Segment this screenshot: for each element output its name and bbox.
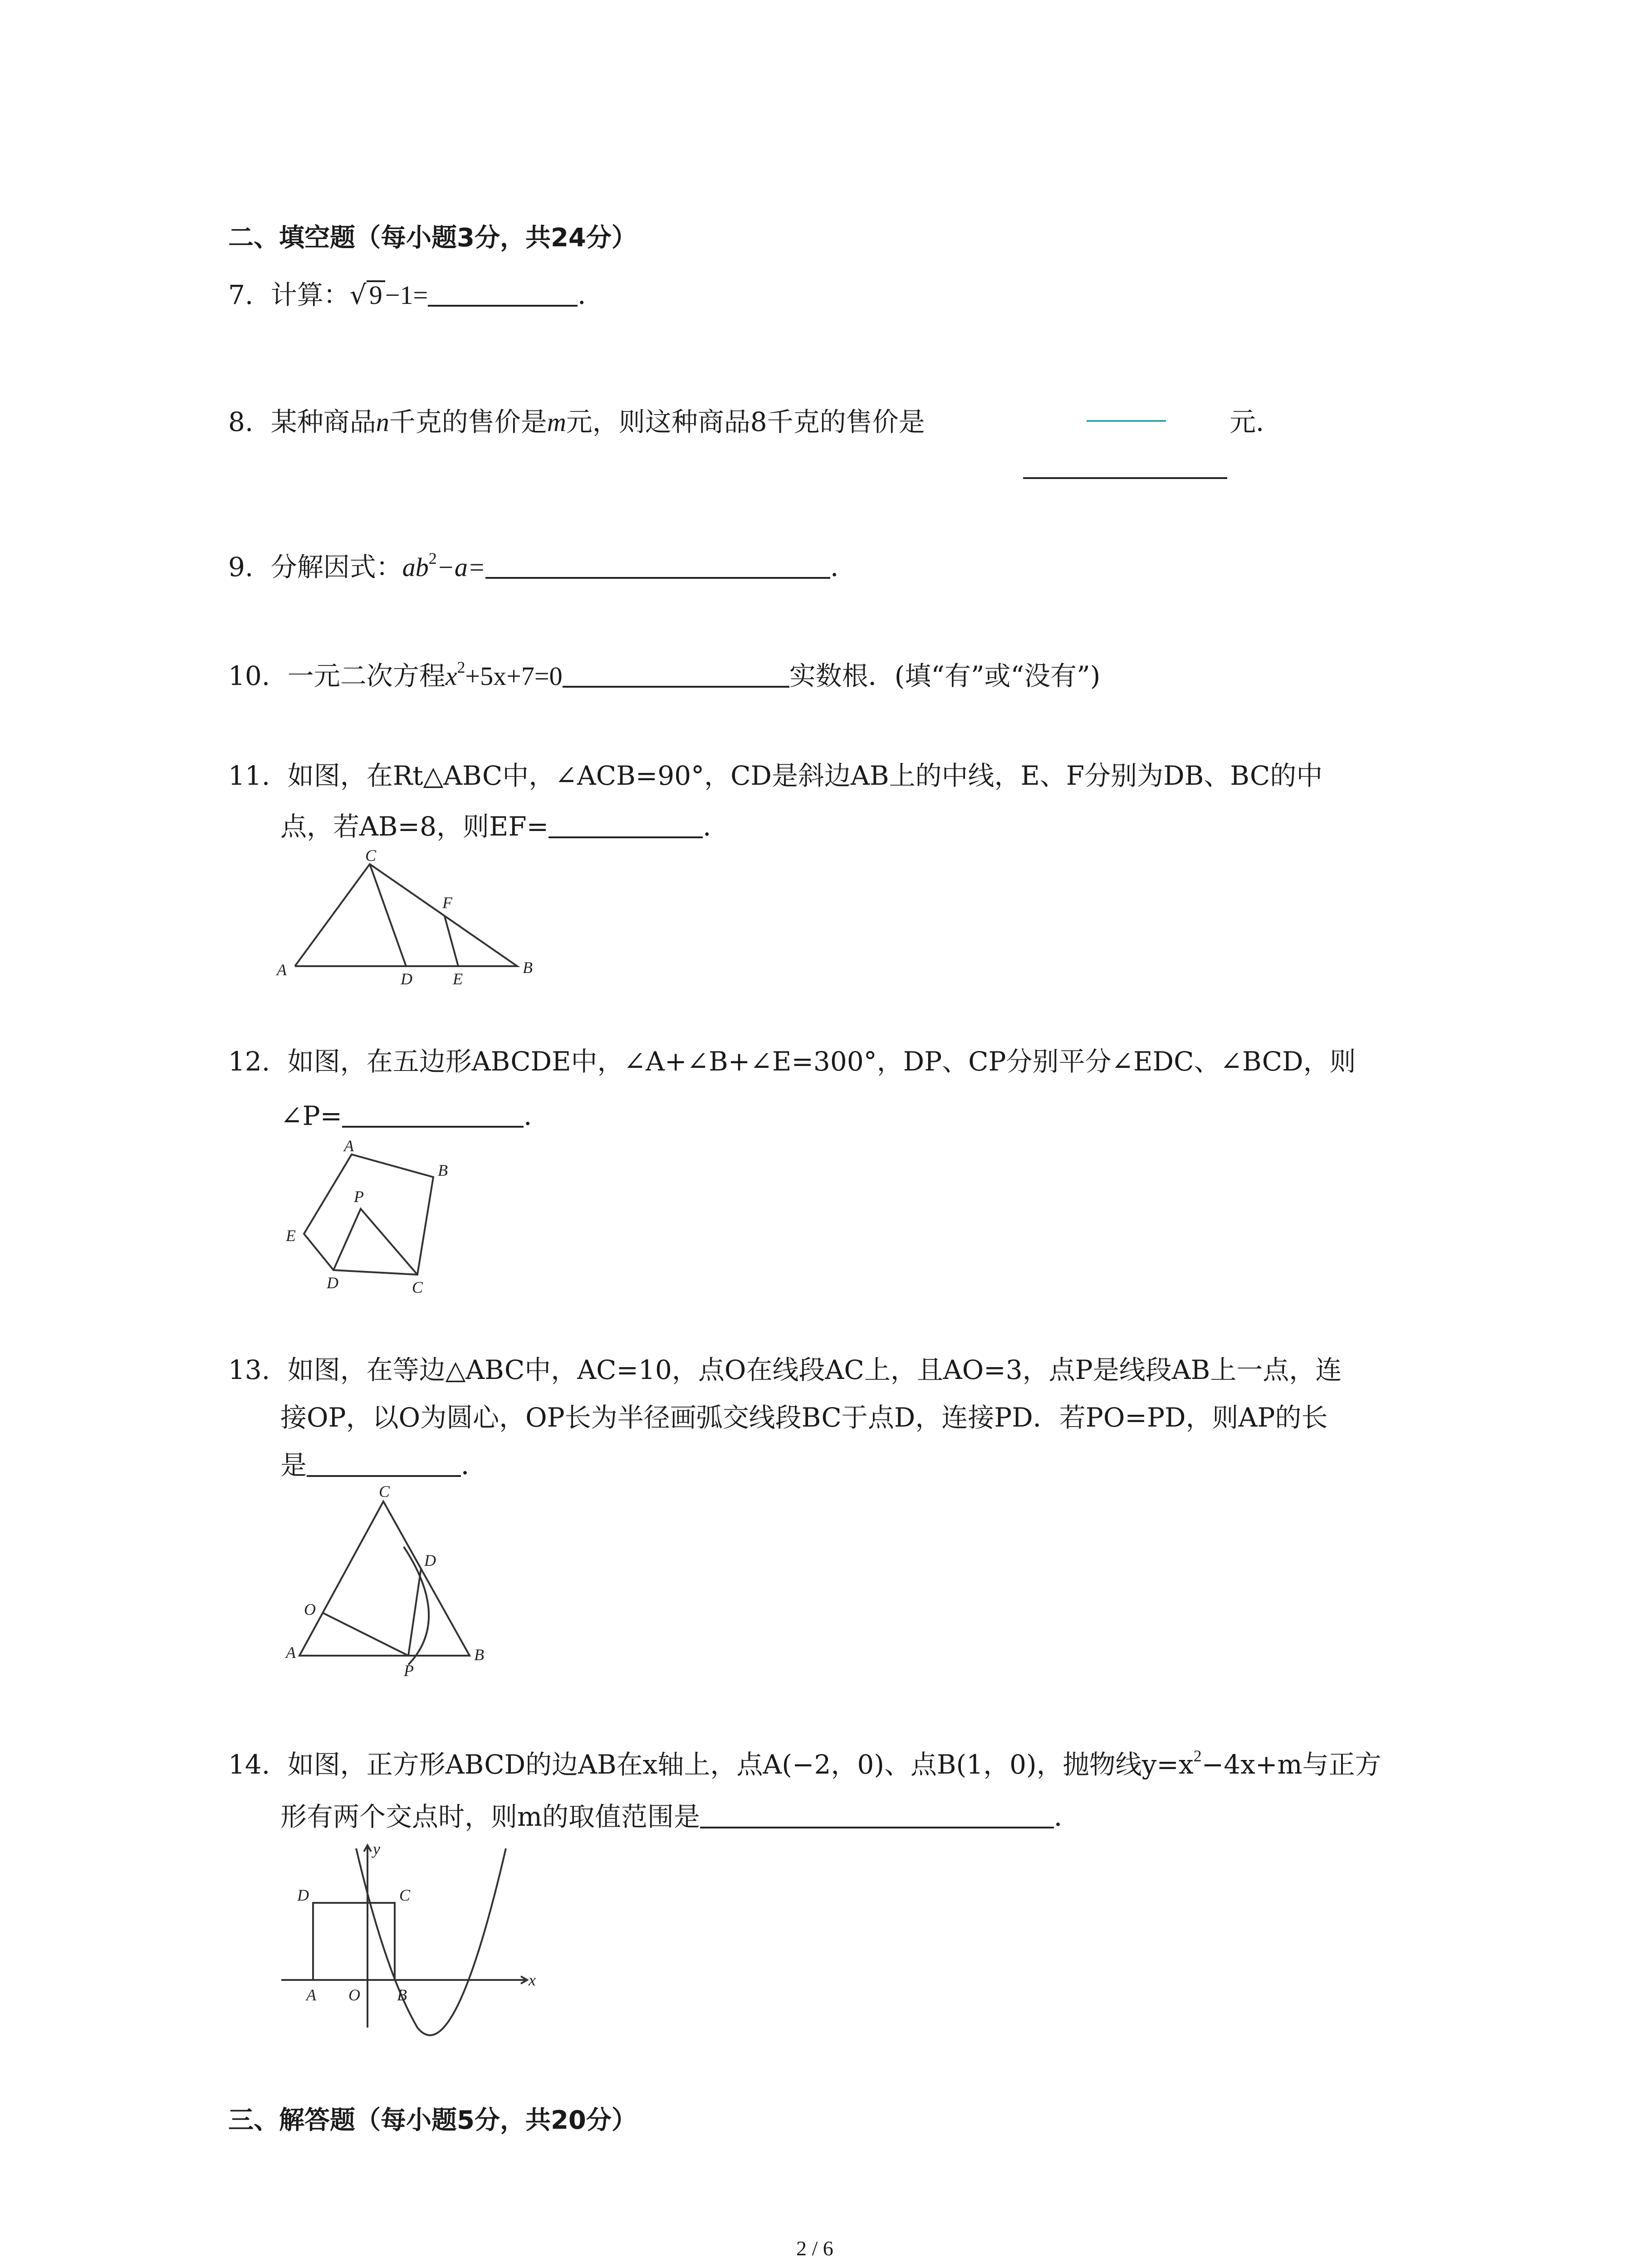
period: ． [703,811,730,842]
radical-sign: √ [349,279,367,310]
label-b: B [438,1161,448,1179]
label-c: C [365,846,377,865]
answer-blank[interactable] [1023,477,1227,479]
answer-blank[interactable] [342,1100,524,1128]
question-8 [228,399,925,445]
question-text: 千克的售价是 [389,406,547,437]
answer-blank[interactable] [549,811,703,838]
label-a: A [344,1137,354,1155]
segment-cd [370,864,406,966]
radicand: 9 [367,280,385,308]
period: ． [524,1100,550,1131]
label-a: A [277,961,287,979]
question-14 [228,1742,1381,1787]
expression: ab [402,552,429,582]
label-b: B [474,1646,484,1664]
question-text: 点，若AB=8，则EF= [280,811,549,842]
question-number: 9. [228,552,254,582]
label-f: F [442,894,452,912]
question-number: 7. [228,279,254,310]
sqrt-expression [350,272,385,318]
expression-tail: −a= [436,552,486,582]
exponent: 2 [1193,1747,1202,1765]
page-number: 2 / 6 [796,2237,833,2260]
label-o: O [304,1600,316,1618]
answer-blank[interactable] [563,660,789,688]
exponent: 2 [428,549,437,568]
label-e: E [286,1227,296,1245]
question-14-line2 [280,1794,1080,1839]
question-7 [228,272,604,318]
exponent: 2 [457,658,465,677]
angle-p [333,1209,417,1275]
triangle-abc [299,1501,470,1656]
label-d: D [401,970,412,988]
label-e: E [453,970,463,988]
label-b: B [397,1986,407,2004]
question-12-line2 [280,1093,550,1139]
question-text: 如图，在五边形ABCDE中，∠A+∠B+∠E=300°，DP、CP分别平分∠EDC、∠BCD，则 [287,1046,1356,1077]
pentagon-abcde [304,1154,433,1275]
question-11-line2 [280,804,729,849]
figure-q14 [272,1837,544,2046]
var-x: x [445,661,457,691]
question-number: 12. [228,1046,270,1077]
label-d: D [327,1274,338,1292]
question-11 [228,753,1323,798]
unit-yuan: 元． [1230,406,1283,437]
question-text: 分解因式： [270,552,402,582]
label-d: D [424,1551,436,1569]
question-number: 14. [228,1749,270,1780]
answer-blank[interactable] [485,552,830,579]
question-number: 10. [228,660,270,691]
question-text: 实数根．(填“有”或“没有”) [789,660,1101,691]
question-text: −4x+m与正方 [1201,1749,1381,1780]
question-text: 是 [280,1450,307,1481]
answer-blank[interactable] [307,1450,461,1477]
question-9 [228,544,857,590]
label-b: B [523,958,533,977]
label-d: D [297,1886,309,1904]
question-text: 形有两个交点时，则m的取值范围是 [280,1801,700,1832]
teal-dash [1087,420,1166,422]
var-n: n [376,407,389,437]
question-text: 一元二次方程 [287,660,446,691]
question-13-line2: 接OP，以O为圆心，OP长为半径画弧交线段BC于点D，连接PD．若PO=PD，则AP的长 [280,1402,1328,1433]
label-x: x [529,1971,536,1989]
answer-blank[interactable] [700,1801,1054,1828]
triangle-abc [295,864,517,966]
parabola [356,1848,506,2035]
period: ． [578,279,604,310]
question-13-line3 [280,1442,487,1488]
question-text: 如图，正方形ABCD的边AB在x轴上，点A(−2，0)、点B(1，0)，抛物线y=x [287,1749,1194,1780]
period: ． [461,1450,488,1481]
question-text: 某种商品 [270,406,376,437]
question-text: ∠P= [280,1100,343,1131]
question-text: 元，则这种商品8千克的售价是 [566,406,925,437]
figure-q11 [272,844,544,989]
label-c: C [399,1886,411,1904]
label-c: C [379,1483,390,1501]
label-a: A [286,1643,296,1662]
expression-tail: −1= [385,280,428,310]
segment-pd [408,1569,421,1656]
label-c: C [412,1278,423,1296]
question-13 [228,1347,1342,1393]
section-heading-fill-in: 二、填空题（每小题3分，共24分） [228,223,637,253]
var-m: m [547,407,566,437]
question-number: 8. [228,406,254,437]
expression-tail: +5x+7=0 [465,661,563,691]
question-text: 如图，在Rt△ABC中，∠ACB=90°，CD是斜边AB上的中线，E、F分别为DB、BC的中 [287,760,1323,791]
question-number: 13. [228,1354,270,1385]
label-y: y [373,1840,380,1858]
question-text: 如图，在等边△ABC中，AC=10，点O在线段AC上，且AO=3，点P是线段AB上一点，连 [287,1354,1342,1385]
question-10 [228,653,1100,699]
figure-q12 [277,1134,467,1297]
label-o: O [348,1986,360,2004]
question-number: 11. [228,760,270,791]
question-text: 计算： [270,279,350,310]
section-heading-answers: 三、解答题（每小题5分，共20分） [228,2106,637,2135]
label-p: P [404,1662,414,1680]
label-p: P [354,1188,364,1206]
segment-op [322,1613,408,1656]
figure-q13 [272,1483,508,1683]
period: ． [1054,1801,1081,1832]
label-a: A [306,1986,316,2004]
period: ． [830,552,857,582]
question-12 [228,1039,1356,1084]
answer-blank[interactable] [428,279,578,307]
